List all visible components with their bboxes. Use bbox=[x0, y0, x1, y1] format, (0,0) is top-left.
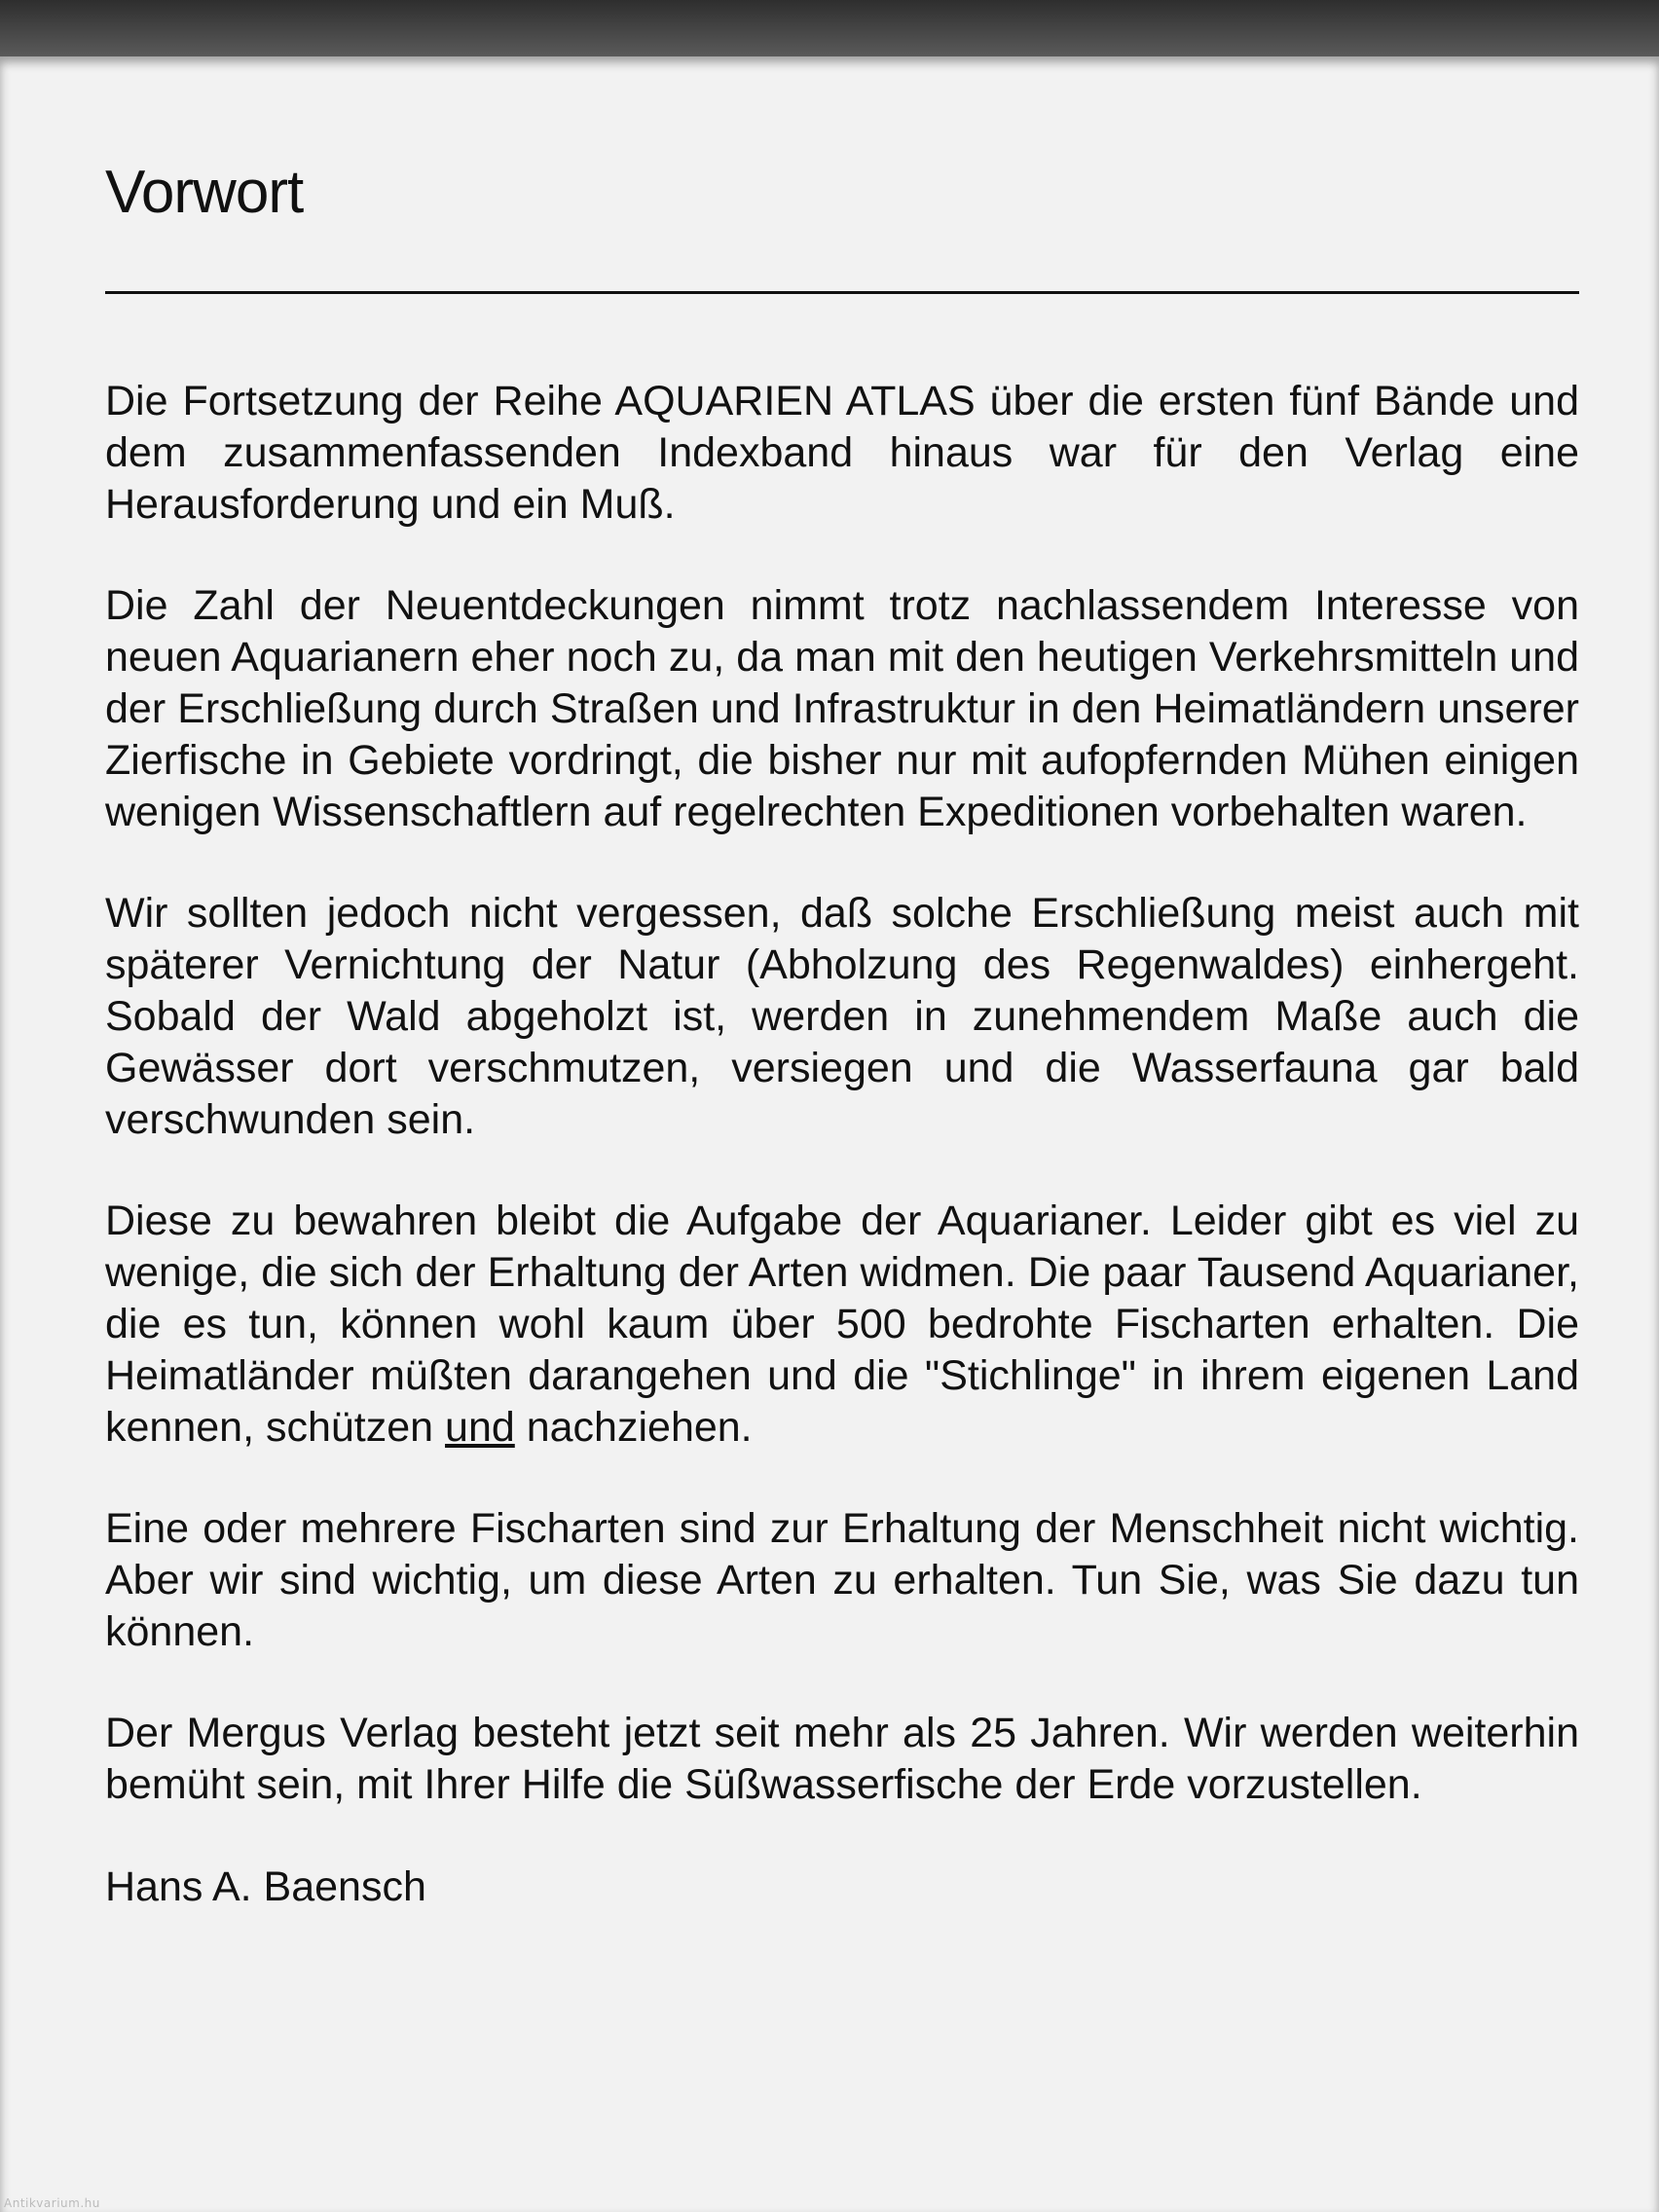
paragraph-2: Die Zahl der Neuentdeckungen nimmt trotz nachlassendem Interesse von neuen Aquarianern eher noch zu, da man mit den heutigen Verkehrsmitteln und der Erschließung durch Straßen und Infrastruktur in den Heimatländern unserer Zierfische in Gebiete vordringt, die bisher nur mit aufopfernden Mühen einigen wenigen Wissenschaftlern auf regelrechten Expeditionen vorbehalten waren. bbox=[105, 581, 1579, 835]
paragraph-4 bbox=[105, 1196, 1579, 1454]
title-rule bbox=[105, 291, 1579, 294]
paragraph-3: Wir sollten jedoch nicht vergessen, daß solche Erschließung meist auch mit späterer Vernichtung der Natur (Abholzung des Regenwaldes) einhergeht. Sobald der Wald abgeholzt ist, werden in zunehmendem Maße auch die Gewässer dort verschmutzen, versiegen und die Wasserfauna gar bald verschwunden sein. bbox=[105, 889, 1579, 1143]
background-edge bbox=[0, 0, 1659, 56]
page-content bbox=[105, 154, 1579, 1913]
watermark: Antikvarium.hu bbox=[4, 2196, 100, 2210]
paragraph-4-end: nachziehen. bbox=[514, 1403, 753, 1451]
page-title: Vorwort bbox=[105, 159, 304, 226]
book-page bbox=[0, 56, 1659, 2212]
signature: Hans A. Baensch bbox=[105, 1862, 426, 1910]
paragraph-1: Die Fortsetzung der Reihe AQUARIEN ATLAS über die ersten fünf Bände und dem zusammenfassenden Indexband hinaus war für den Verlag eine Herausforderung und ein Muß. bbox=[105, 377, 1579, 528]
paragraph-6: Der Mergus Verlag besteht jetzt seit mehr als 25 Jahren. Wir werden weiterhin bemüht sein, mit Ihrer Hilfe die Süßwasserfische der Erde vorzustellen. bbox=[105, 1709, 1579, 1808]
paragraph-4-text: Diese zu bewahren bleibt die Aufgabe der Aquarianer. Leider gibt es viel zu wenige, die sich der Erhaltung der Arten widmen. Die paar Tausend Aquarianer, die es tun, können wohl kaum über 500 bedrohte Fischarten erhalten. Die Heimatländer müßten darangehen und die "Stichlinge" in ihrem eigenen Land kennen, schützen bbox=[105, 1197, 1579, 1451]
paragraph-5: Eine oder mehrere Fischarten sind zur Erhaltung der Menschheit nicht wichtig. Aber wir sind wichtig, um diese Arten zu erhalten. Tun Sie, was Sie dazu tun können. bbox=[105, 1504, 1579, 1655]
underlined-word: und bbox=[445, 1403, 515, 1451]
